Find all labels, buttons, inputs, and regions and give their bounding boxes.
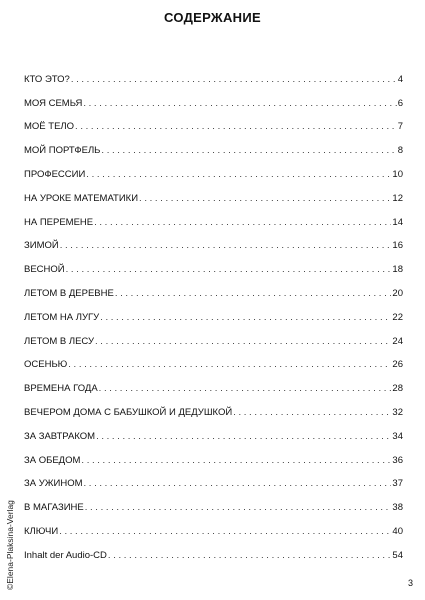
- toc-entry-page: 32: [392, 406, 403, 418]
- toc-entry: [24, 442, 403, 466]
- toc-entry-label: МОЁ ТЕЛО: [24, 121, 75, 133]
- toc-entry: [24, 370, 403, 394]
- toc-entry: [24, 537, 403, 561]
- toc-entry: [24, 204, 403, 228]
- toc-entry-label: ЗА ОБЕДОМ: [24, 454, 81, 466]
- toc-entry-page: 40: [392, 525, 403, 537]
- table-of-contents: [24, 61, 403, 561]
- dot-leader: [81, 455, 391, 466]
- toc-entry-page: 18: [392, 264, 403, 276]
- toc-entry-label: НА УРОКЕ МАТЕМАТИКИ: [24, 192, 139, 204]
- toc-entry-label: ЗА ЗАВТРАКОМ: [24, 430, 96, 442]
- toc-entry: [24, 61, 403, 85]
- dot-leader: [59, 526, 391, 537]
- toc-entry: [24, 299, 403, 323]
- toc-entry-label: ЛЕТОМ В ЛЕСУ: [24, 335, 95, 347]
- dot-leader: [66, 264, 392, 275]
- toc-entry: [24, 85, 403, 109]
- toc-entry-page: 28: [392, 383, 403, 395]
- toc-entry: [24, 275, 403, 299]
- toc-entry-page: 10: [392, 168, 403, 180]
- toc-entry-label: ВЕЧЕРОМ ДОМА С БАБУШКОЙ И ДЕДУШКОЙ: [24, 406, 233, 418]
- dot-leader: [101, 145, 396, 156]
- toc-entry-label: КЛЮЧИ: [24, 525, 59, 537]
- toc-entry-label: Inhalt der Audio-CD: [24, 549, 107, 561]
- toc-entry-label: МОЙ ПОРТФЕЛЬ: [24, 145, 101, 157]
- dot-leader: [115, 288, 392, 299]
- dot-leader: [84, 478, 392, 489]
- page-number: 3: [407, 578, 413, 588]
- dot-leader: [86, 169, 391, 180]
- toc-entry: [24, 251, 403, 275]
- toc-entry: [24, 466, 403, 490]
- toc-entry-page: 26: [392, 359, 403, 371]
- dot-leader: [85, 502, 392, 513]
- dot-leader: [60, 240, 392, 251]
- toc-entry-page: 34: [392, 430, 403, 442]
- toc-entry-label: ВРЕМЕНА ГОДА: [24, 383, 98, 395]
- dot-leader: [94, 217, 391, 228]
- toc-entry-label: НА ПЕРЕМЕНЕ: [24, 216, 94, 228]
- toc-entry-page: 14: [392, 216, 403, 228]
- dot-leader: [75, 121, 397, 132]
- toc-entry-page: 7: [397, 121, 403, 133]
- dot-leader: [139, 193, 391, 204]
- dot-leader: [233, 407, 391, 418]
- toc-entry-label: ОСЕНЬЮ: [24, 359, 68, 371]
- toc-entry-label: ВЕСНОЙ: [24, 264, 65, 276]
- toc-entry-page: 6: [397, 97, 403, 109]
- toc-entry: [24, 323, 403, 347]
- dot-leader: [108, 550, 392, 561]
- toc-entry-page: 24: [392, 335, 403, 347]
- toc-entry-page: 16: [392, 240, 403, 252]
- toc-entry-label: ЗА УЖИНОМ: [24, 478, 83, 490]
- toc-entry: [24, 132, 403, 156]
- toc-entry-label: ЛЕТОМ НА ЛУГУ: [24, 311, 100, 323]
- dot-leader: [83, 98, 396, 109]
- toc-entry: [24, 228, 403, 252]
- toc-entry: [24, 418, 403, 442]
- dot-leader: [95, 336, 391, 347]
- toc-entry-label: ПРОФЕССИИ: [24, 168, 86, 180]
- toc-entry-label: КТО ЭТО?: [24, 73, 70, 85]
- toc-entry-label: ЗИМОЙ: [24, 240, 59, 252]
- toc-entry: [24, 156, 403, 180]
- page-title: СОДЕРЖАНИЕ: [164, 10, 261, 25]
- toc-entry-page: 38: [392, 502, 403, 514]
- toc-entry-page: 36: [392, 454, 403, 466]
- dot-leader: [99, 383, 392, 394]
- dot-leader: [100, 312, 391, 323]
- toc-entry: [24, 180, 403, 204]
- toc-entry: [24, 489, 403, 513]
- toc-entry-label: МОЯ СЕМЬЯ: [24, 97, 83, 109]
- dot-leader: [96, 431, 391, 442]
- dot-leader: [68, 359, 391, 370]
- toc-entry-page: 22: [392, 311, 403, 323]
- toc-entry-page: 37: [392, 478, 403, 490]
- toc-entry: [24, 347, 403, 371]
- toc-entry-label: В МАГАЗИНЕ: [24, 502, 84, 514]
- toc-entry-page: 20: [392, 287, 403, 299]
- dot-leader: [71, 74, 397, 85]
- toc-entry-label: ЛЕТОМ В ДЕРЕВНЕ: [24, 287, 114, 299]
- toc-entry-page: 4: [397, 73, 403, 85]
- toc-entry: [24, 394, 403, 418]
- toc-entry: [24, 513, 403, 537]
- toc-entry-page: 8: [397, 145, 403, 157]
- toc-entry-page: 54: [392, 549, 403, 561]
- toc-entry: [24, 109, 403, 133]
- toc-entry-page: 12: [392, 192, 403, 204]
- copyright-notice: ©Elena-Plaksina-Verlag: [5, 500, 15, 590]
